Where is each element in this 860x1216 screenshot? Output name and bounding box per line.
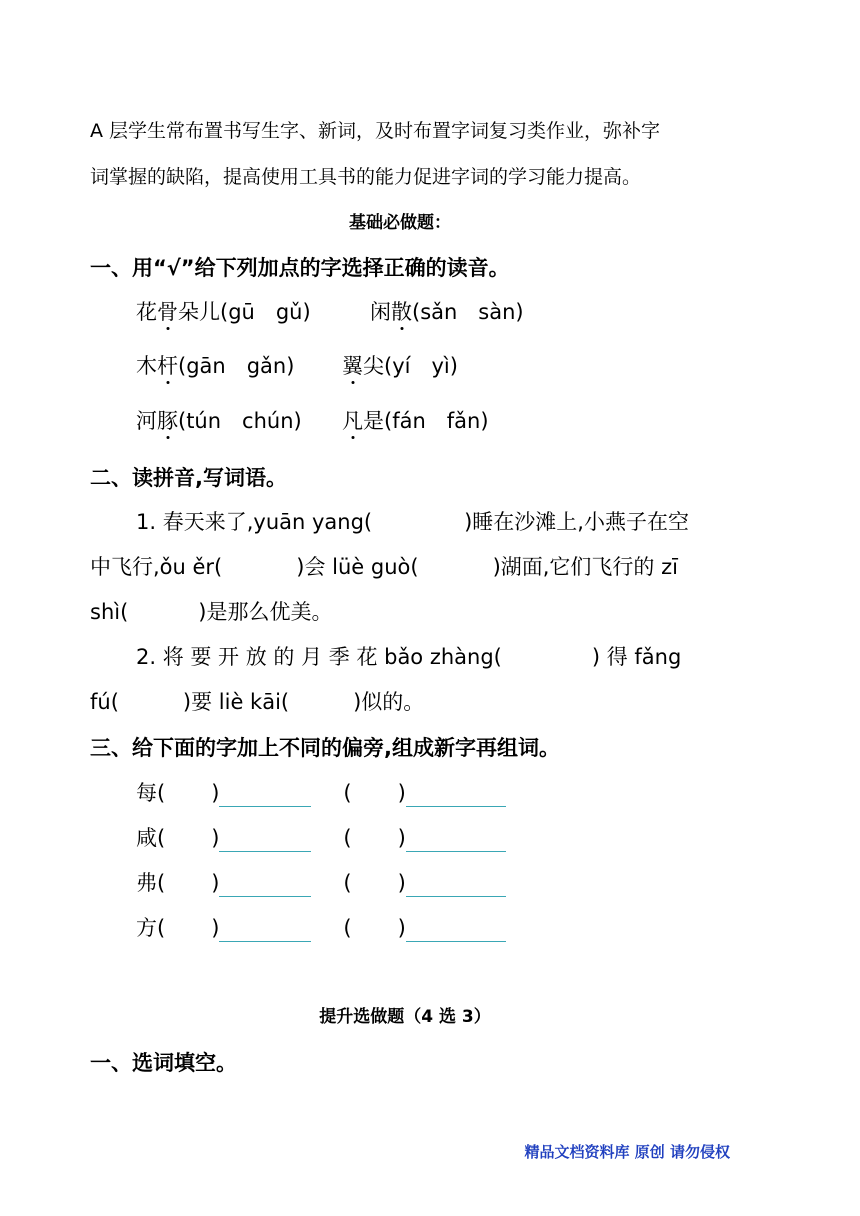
question-2-para-2-line-2: fú( )要 liè kāi( )似的。 <box>90 690 425 714</box>
answer-blank[interactable] <box>219 835 311 852</box>
pinyin-choice-item: 河豚(tún chún) <box>136 405 302 435</box>
radical-row: 咸( ) ( ) <box>136 822 506 852</box>
answer-blank[interactable] <box>219 790 311 807</box>
pinyin-choice-item: 凡是(fán fǎn) <box>342 405 489 435</box>
question-4-title: 一、选词填空。 <box>90 1051 237 1075</box>
question-2-title: 二、读拼音,写词语。 <box>90 466 287 490</box>
question-2-para-1-line-1: 1. 春天来了,yuān yang( )睡在沙滩上,小燕子在空 <box>136 510 689 534</box>
pinyin-choice-item: 翼尖(yí yì) <box>342 350 458 380</box>
answer-blank[interactable] <box>219 880 311 897</box>
pinyin-choice-item: 花骨朵儿(gū gǔ) <box>136 296 311 326</box>
question-2-para-1-line-2: 中飞行,ǒu ěr( )会 lüè guò( )湖面,它们飞行的 zī <box>90 555 678 579</box>
intro-line-1: A 层学生常布置书写生字、新词，及时布置字词复习类作业，弥补字 <box>90 120 661 142</box>
answer-blank[interactable] <box>219 925 311 942</box>
answer-blank[interactable] <box>406 880 506 897</box>
section-advanced-title: 提升选做题（4 选 3） <box>319 1007 491 1027</box>
answer-blank[interactable] <box>406 925 506 942</box>
pinyin-choice-item: 木杆(gān gǎn) <box>136 350 294 380</box>
radical-row: 方( ) ( ) <box>136 912 506 942</box>
answer-blank[interactable] <box>406 835 506 852</box>
radical-row: 每( ) ( ) <box>136 777 506 807</box>
radical-row: 弗( ) ( ) <box>136 867 506 897</box>
question-3-title: 三、给下面的字加上不同的偏旁,组成新字再组词。 <box>90 736 560 760</box>
pinyin-choice-item: 闲散(sǎn sàn) <box>370 296 524 326</box>
question-1-title: 一、用“√”给下列加点的字选择正确的读音。 <box>90 256 510 280</box>
intro-line-2: 词掌握的缺陷，提高使用工具书的能力促进字词的学习能力提高。 <box>90 166 642 188</box>
section-basic-title: 基础必做题： <box>349 213 451 233</box>
question-2-para-2-line-1: 2. 将 要 开 放 的 月 季 花 bǎo zhàng( ) 得 fǎng <box>136 645 682 669</box>
answer-blank[interactable] <box>406 790 506 807</box>
question-2-para-1-line-3: shì( )是那么优美。 <box>90 600 333 624</box>
footer-watermark: 精品文档资料库 原创 请勿侵权 <box>524 1143 730 1161</box>
